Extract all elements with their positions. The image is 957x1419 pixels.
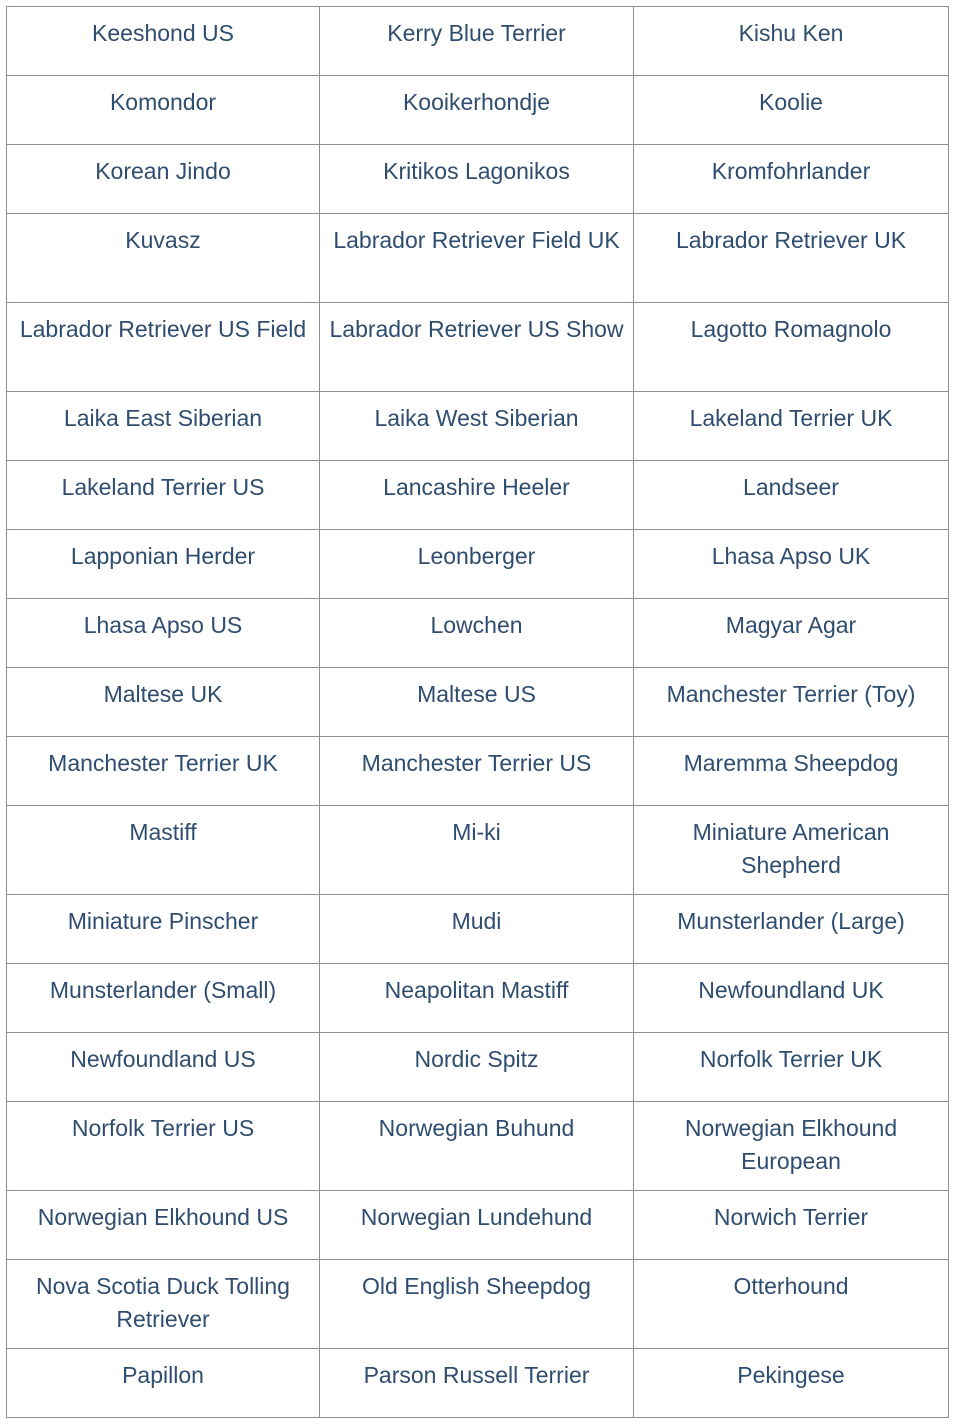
table-row [7, 1033, 949, 1102]
table-cell: Lancashire Heeler [320, 461, 634, 530]
table-row [7, 303, 949, 392]
breed-table [6, 6, 949, 1418]
table-cell: Old English Sheepdog [320, 1260, 634, 1349]
table-cell: Lowchen [320, 599, 634, 668]
table-cell: Laika East Siberian [7, 392, 320, 461]
table-cell: Manchester Terrier US [320, 737, 634, 806]
table-row [7, 737, 949, 806]
table-cell: Newfoundland US [7, 1033, 320, 1102]
table-row [7, 599, 949, 668]
table-row [7, 76, 949, 145]
table-cell: Maltese UK [7, 668, 320, 737]
table-cell: Labrador Retriever UK [634, 214, 949, 303]
table-cell: Leonberger [320, 530, 634, 599]
table-cell: Mi-ki [320, 806, 634, 895]
table-cell: Koolie [634, 76, 949, 145]
table-cell: Kooikerhondje [320, 76, 634, 145]
table-cell: Maremma Sheepdog [634, 737, 949, 806]
table-row [7, 1191, 949, 1260]
table-cell: Norwegian Lundehund [320, 1191, 634, 1260]
table-cell: Kuvasz [7, 214, 320, 303]
table-cell: Nova Scotia Duck Tolling Retriever [7, 1260, 320, 1349]
table-cell: Lagotto Romagnolo [634, 303, 949, 392]
table-cell: Newfoundland UK [634, 964, 949, 1033]
table-cell: Mudi [320, 895, 634, 964]
table-row [7, 1102, 949, 1191]
table-row [7, 1349, 949, 1418]
table-cell: Lakeland Terrier UK [634, 392, 949, 461]
table-cell: Landseer [634, 461, 949, 530]
table-row [7, 214, 949, 303]
table-cell: Norwegian Elkhound European [634, 1102, 949, 1191]
table-cell: Korean Jindo [7, 145, 320, 214]
table-row [7, 530, 949, 599]
table-cell: Maltese US [320, 668, 634, 737]
table-cell: Komondor [7, 76, 320, 145]
table-cell: Lapponian Herder [7, 530, 320, 599]
table-cell: Kishu Ken [634, 7, 949, 76]
table-row [7, 145, 949, 214]
table-cell: Neapolitan Mastiff [320, 964, 634, 1033]
table-cell: Kromfohrlander [634, 145, 949, 214]
table-row [7, 392, 949, 461]
table-cell: Norwegian Elkhound US [7, 1191, 320, 1260]
table-cell: Miniature American Shepherd [634, 806, 949, 895]
table-cell: Norwegian Buhund [320, 1102, 634, 1191]
table-row [7, 7, 949, 76]
table-cell: Papillon [7, 1349, 320, 1418]
table-row [7, 1260, 949, 1349]
table-cell: Nordic Spitz [320, 1033, 634, 1102]
table-cell: Kritikos Lagonikos [320, 145, 634, 214]
table-cell: Labrador Retriever US Show [320, 303, 634, 392]
table-cell: Munsterlander (Large) [634, 895, 949, 964]
table-row [7, 895, 949, 964]
table-cell: Labrador Retriever US Field [7, 303, 320, 392]
table-cell: Manchester Terrier (Toy) [634, 668, 949, 737]
table-cell: Lhasa Apso US [7, 599, 320, 668]
table-cell: Mastiff [7, 806, 320, 895]
table-cell: Laika West Siberian [320, 392, 634, 461]
table-cell: Norwich Terrier [634, 1191, 949, 1260]
table-cell: Parson Russell Terrier [320, 1349, 634, 1418]
table-row [7, 806, 949, 895]
table-cell: Keeshond US [7, 7, 320, 76]
table-cell: Lhasa Apso UK [634, 530, 949, 599]
table-row [7, 964, 949, 1033]
table-cell: Norfolk Terrier UK [634, 1033, 949, 1102]
table-cell: Miniature Pinscher [7, 895, 320, 964]
table-cell: Labrador Retriever Field UK [320, 214, 634, 303]
table-cell: Norfolk Terrier US [7, 1102, 320, 1191]
table-cell: Kerry Blue Terrier [320, 7, 634, 76]
table-cell: Otterhound [634, 1260, 949, 1349]
table-cell: Manchester Terrier UK [7, 737, 320, 806]
table-cell: Pekingese [634, 1349, 949, 1418]
table-cell: Lakeland Terrier US [7, 461, 320, 530]
table-row [7, 461, 949, 530]
table-row [7, 668, 949, 737]
table-cell: Munsterlander (Small) [7, 964, 320, 1033]
table-cell: Magyar Agar [634, 599, 949, 668]
